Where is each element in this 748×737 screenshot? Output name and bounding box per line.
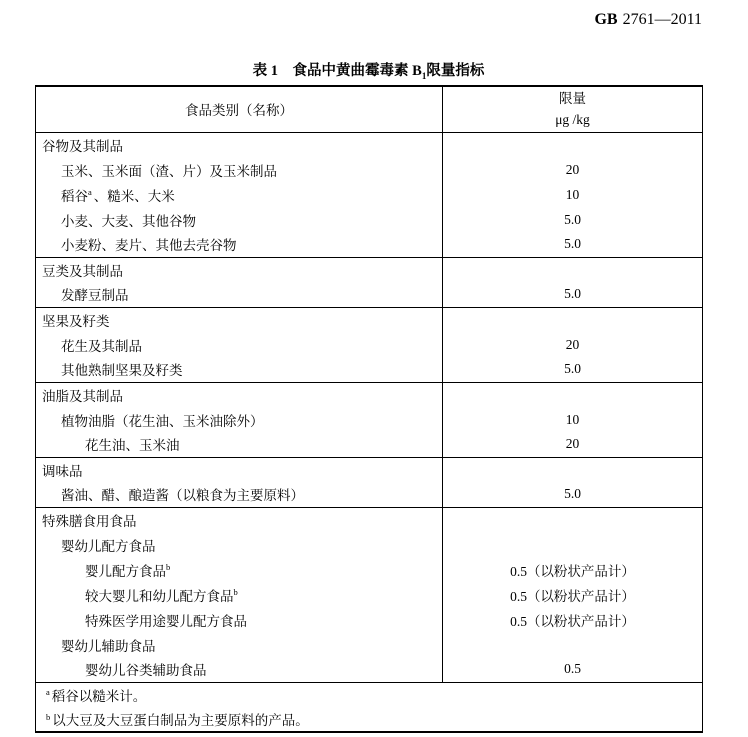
- table-row: [36, 407, 703, 432]
- category-label: 小麦、大麦、其他谷物: [61, 213, 196, 229]
- table-row: [36, 657, 703, 682]
- table-row: [36, 332, 703, 357]
- footnote: [36, 707, 703, 732]
- table-title: [35, 59, 702, 80]
- limit-value-cell: 20: [565, 436, 580, 452]
- footnote: [36, 682, 703, 707]
- category-cell: [36, 632, 443, 657]
- category-label: 特殊医学用途婴儿配方食品: [85, 613, 247, 629]
- category-label: 玉米、玉米面（渣、片）及玉米制品: [61, 163, 277, 179]
- header-row: [36, 86, 703, 132]
- footnote-text: 以大豆及大豆蛋白制品为主要原料的产品。: [52, 713, 309, 728]
- table-section-1: [36, 132, 703, 257]
- table-row: [36, 507, 703, 532]
- category-cell: [36, 507, 443, 532]
- category-label: 特殊膳食用食品: [42, 513, 137, 529]
- table-row: [36, 632, 703, 657]
- table-footnotes: [36, 682, 703, 732]
- limit-value-cell: [443, 257, 703, 282]
- category-cell: [36, 532, 443, 557]
- category-label: 婴幼儿配方食品: [61, 538, 156, 554]
- category-cell: [36, 457, 443, 482]
- category-cell: [36, 157, 443, 182]
- table-section-3: [36, 307, 703, 382]
- footnote-text: 稻谷以糙米计。: [51, 688, 147, 704]
- table-row: [36, 207, 703, 232]
- limit-value-cell: 5.0: [564, 286, 581, 302]
- category-label: 花生及其制品: [61, 338, 142, 354]
- table-section-4: [36, 382, 703, 457]
- limit-unit: μg /kg: [555, 112, 590, 128]
- limits-table: [35, 85, 703, 733]
- table-row: [36, 482, 703, 507]
- table-row: [36, 282, 703, 307]
- table-row: [36, 157, 703, 182]
- category-label: 植物油脂（花生油、玉米油除外）: [61, 413, 264, 429]
- limit-value-cell: [443, 382, 703, 407]
- table-row: [36, 582, 703, 607]
- limit-value-cell: 5.0: [564, 211, 581, 227]
- table-header: [36, 86, 703, 132]
- limit-value-cell: [443, 132, 703, 157]
- limit-value-cell: 10: [565, 411, 580, 427]
- category-cell: [36, 257, 443, 282]
- category-cell: [36, 232, 443, 257]
- footnote-marker: a: [46, 687, 50, 698]
- category-cell: [36, 382, 443, 407]
- category-cell: [36, 657, 443, 682]
- category-label: 豆类及其制品: [42, 263, 123, 279]
- category-label: 酱油、醋、酿造酱（以粮食为主要原料）: [61, 488, 304, 504]
- category-cell: [36, 357, 443, 382]
- limit-value-cell: 0.5: [564, 661, 581, 677]
- limit-label: 限量: [559, 91, 586, 107]
- limit-value-cell: 0.5（以粉状产品计）: [510, 563, 635, 579]
- category-label: 发酵豆制品: [61, 288, 129, 304]
- category-cell: [36, 432, 443, 457]
- category-label: 婴幼儿谷类辅助食品: [85, 663, 207, 679]
- table-title-suffix: 限量指标: [426, 63, 485, 79]
- category-label: 小麦粉、麦片、其他去壳谷物: [61, 238, 237, 254]
- standard-number: [594, 11, 702, 29]
- limit-value-cell: 0.5（以粉状产品计）: [510, 613, 635, 629]
- category-label-continued: 、糙米、大米: [93, 188, 175, 204]
- category-cell: [36, 332, 443, 357]
- category-label: 坚果及籽类: [42, 313, 110, 329]
- table-row: [36, 382, 703, 407]
- category-label: 婴儿配方食品: [85, 563, 166, 579]
- limit-value-cell: [443, 457, 703, 482]
- table-row: [36, 607, 703, 632]
- table-row: [36, 557, 703, 582]
- standard-code-number: 2761—2011: [622, 11, 702, 28]
- table-row: [36, 532, 703, 557]
- table-title-subscript: 1: [421, 70, 427, 81]
- limit-value-cell: 5.0: [564, 236, 581, 252]
- category-label: 较大婴儿和幼儿配方食品: [85, 588, 234, 604]
- limit-value-cell: 20: [565, 336, 580, 352]
- table-section-2: [36, 257, 703, 307]
- category-label: 油脂及其制品: [42, 388, 123, 404]
- category-cell: [36, 482, 443, 507]
- footnote-row: [36, 682, 703, 707]
- category-label: 婴幼儿辅助食品: [61, 638, 156, 654]
- category-cell: [36, 207, 443, 232]
- table-row: [36, 182, 703, 207]
- column-header-category: 食品类别（名称）: [36, 86, 443, 132]
- limit-value-cell: 0.5（以粉状产品计）: [510, 588, 635, 604]
- category-cell: [36, 582, 443, 607]
- category-cell: [36, 557, 443, 582]
- table-row: [36, 132, 703, 157]
- table-row: [36, 307, 703, 332]
- category-label: 花生油、玉米油: [85, 438, 180, 454]
- column-header-limit: [443, 86, 703, 132]
- table-section-6: [36, 507, 703, 682]
- table-section-5: [36, 457, 703, 507]
- limit-value-cell: 20: [565, 161, 580, 177]
- footnote-reference: b: [233, 587, 238, 597]
- footnote-reference: a: [88, 187, 92, 197]
- footnote-row: [36, 707, 703, 732]
- table-title-prefix: 表 1 食品中黄曲霉毒素 B: [252, 63, 422, 79]
- limit-value-cell: [443, 507, 703, 532]
- category-cell: [36, 282, 443, 307]
- category-cell: [36, 182, 443, 207]
- footnote-marker: b: [46, 711, 51, 722]
- limit-value-cell: 10: [565, 186, 580, 202]
- limit-value-cell: 5.0: [564, 361, 581, 377]
- table-row: [36, 257, 703, 282]
- table-row: [36, 232, 703, 257]
- category-label: 调味品: [42, 463, 83, 479]
- category-label: 稻谷: [61, 188, 88, 204]
- table-row: [36, 357, 703, 382]
- limit-value-cell: [443, 532, 703, 557]
- standard-code-prefix: GB: [594, 11, 618, 28]
- category-label: 其他熟制坚果及籽类: [61, 363, 183, 379]
- category-cell: [36, 307, 443, 332]
- category-cell: [36, 132, 443, 157]
- table-row: [36, 457, 703, 482]
- limit-value-cell: [443, 632, 703, 657]
- table-row: [36, 432, 703, 457]
- limit-value-cell: 5.0: [564, 486, 581, 502]
- category-label: 谷物及其制品: [42, 138, 123, 154]
- category-cell: [36, 607, 443, 632]
- limit-value-cell: [443, 307, 703, 332]
- category-cell: [36, 407, 443, 432]
- footnote-reference: b: [166, 562, 171, 572]
